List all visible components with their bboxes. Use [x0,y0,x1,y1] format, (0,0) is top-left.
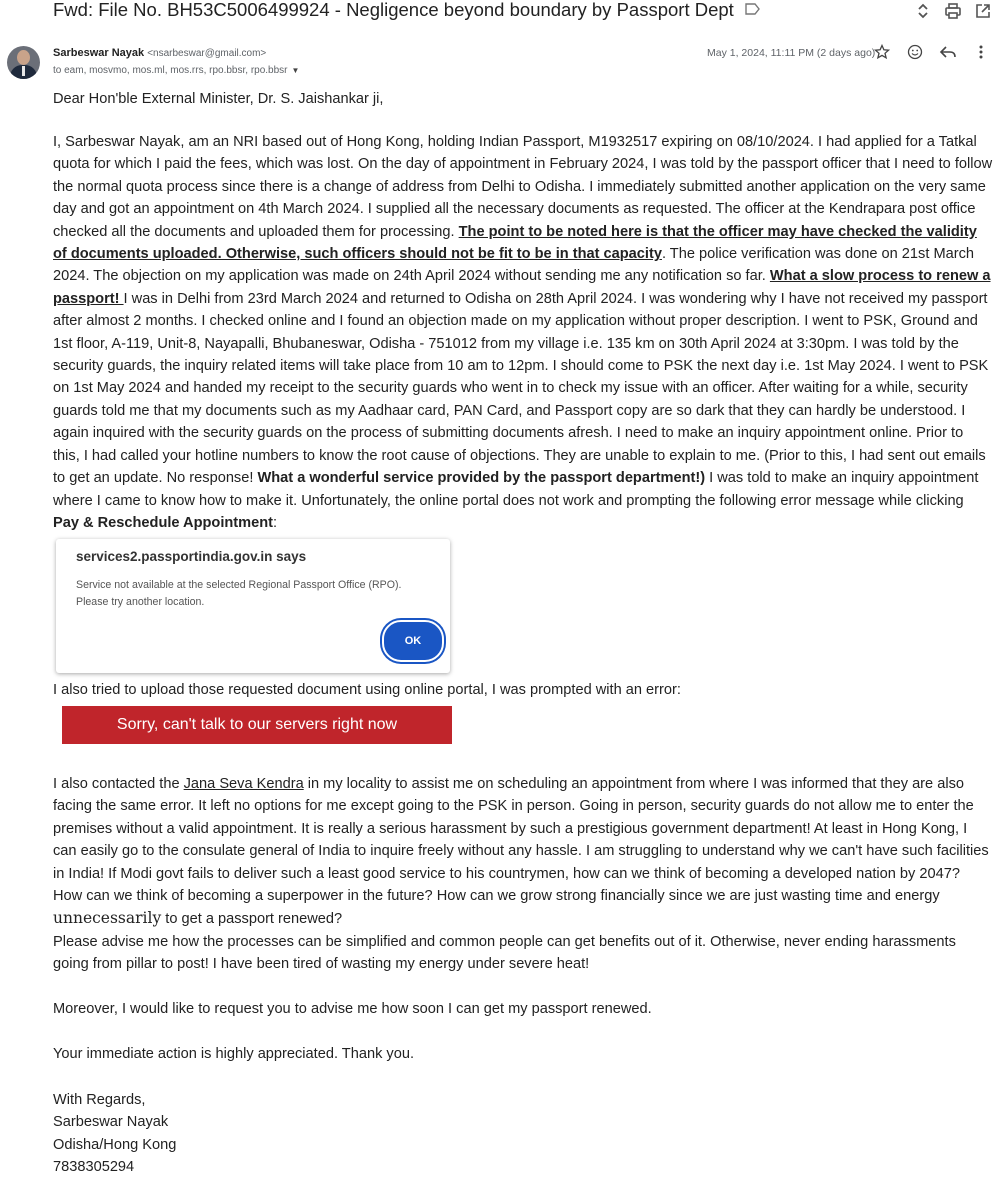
label-outline-icon[interactable] [745,2,761,19]
body-text: I was told to make an inquiry appointment where I came to know how to make it. Unfortunately, the online portal does not work and prompting the following error message while clicking [53,470,979,509]
signature-regards: With Regards, [53,1092,146,1108]
open-in-new-window-icon[interactable] [972,2,994,24]
server-error-banner: Sorry, can't talk to our servers right now [62,706,452,744]
sender-avatar[interactable] [7,46,40,79]
jana-seva-kendra-link[interactable]: Jana Seva Kendra [183,776,304,792]
dialog-message: Service not available at the selected Regional Passport Office (RPO). Please try another location. [76,579,402,608]
email-subject: Fwd: File No. BH53C5006499924 - Negligence beyond boundary by Passport Dept [53,0,734,20]
signature-location: Odisha/Hong Kong [53,1137,177,1153]
emphasis-bold: Pay & Reschedule Appointment [53,514,274,531]
star-icon[interactable] [871,44,893,66]
email-main-paragraph [53,131,993,534]
email-date: May 1, 2024, 11:11 PM (2 days ago) [707,47,876,59]
body-text: I also contacted the [53,776,184,792]
body-text: . The police verification was done on 21st March 2024. The objection on my application was made on 24th April 2024 without sending me any notification so far. [53,246,974,285]
recipients-line [53,65,299,76]
signature-name: Sarbeswar Nayak [53,1114,169,1130]
signature-phone: 7838305294 [53,1159,135,1175]
error-dialog-screenshot [56,539,450,673]
body-text: I, Sarbeswar Nayak, am an NRI based out of Hong Kong, holding Indian Passport, M1932517 expiring on 08/10/2024. I had applied for a Tatkal quota for which I paid the fees, which was lost. On the day of appointment in February 2024, I was told by the passport officer that I need to follow the normal quota process since there is a change of address from Delhi to Odisha. I immediately submitted another application on the very same day and got an appointment on 4th March 2024. I supplied all the necessary documents as requested. The officer at the Kendrapara post office checked all the documents and uploaded them for processing. [53,134,993,240]
emphasis-bold: What a wonderful service provided by the passport department!) [257,470,706,487]
email-paragraph-5: Your immediate action is highly appreciated. Thank you. [53,1046,415,1062]
emphasis-underlined: What a slow process to renew a passport! [53,268,991,307]
email-paragraph-2 [53,773,993,931]
email-greeting: Dear Hon'ble External Minister, Dr. S. Jaishankar ji, [53,91,384,107]
body-text: to get a passport renewed? [161,911,343,928]
emphasis-underlined: The point to be noted here is that the officer may have checked the validity of documents uploaded. Otherwise, such officers should not be fit to be in that capacity [53,223,977,263]
sender-email: <nsarbeswar@gmail.com> [147,48,267,59]
email-paragraph-3: Please advise me how the processes can be simplified and common people can get benefits out of it. Otherwise, never ending harassments going from pillar to post! I have been tired of wasting my energy under severe heat! [53,934,956,973]
dialog-ok-button: OK [382,620,444,662]
subject-bar [0,0,1004,30]
sender-line [53,47,266,59]
dialog-title: services2.passportindia.gov.in says [76,549,307,564]
reply-icon[interactable] [937,44,959,66]
recipients-dropdown-icon[interactable]: ▼ [291,66,300,75]
expand-collapse-icon[interactable] [912,2,934,24]
body-text: in my locality to assist me on scheduling an appointment from where I was informed that they are also facing the same error. It left no options for me except going to the PSK in person. Going in person, security guards do not allow me to enter the premises without a valid appointment. It is really a serious harassment by such a prestigious government department! At least in Hong Kong, I can easily go to the consulate general of India to inquire freely without any hassle. I am struggling to understand why we can't have such facilities in India! If Modi govt fails to deliver such a least good service to his countrymen, how can we think of becoming a developed nation by 2047? How can we think of becoming a superpower in the future? How can we grow strong financially since we are just wasting time and energy [53,776,989,905]
email-paragraph-4: Moreover, I would like to request you to advise me how soon I can get my passport renewed. [53,1001,652,1017]
body-text: I was in Delhi from 23rd March 2024 and returned to Odisha on 28th April 2024. I was wondering why I have not received my passport after almost 2 months. I checked online and I found an objection made on my application without proper description. I went to PSK, Ground and 1st floor, A-119, Unit-8, Nayapalli, Bhubaneswar, Odisha - 751012 from my village i.e. 135 km on 30th April 2024 at 3:30pm. I was told by the security guards, the inquiry related items will take place from 10 am to 12pm. I should come to PSK the next day i.e. 1st May 2024. I went to PSK on 1st May 2024 and handed my receipt to the security guards who went in to check my issue with an officer. After waiting for a while, security guards told me that my documents such as my Aadhaar card, PAN Card, and Passport copy are so dark that they can hardly be understood. I again inquired with the security guards on the process of submitting documents afresh. I need to make an inquiry appointment online. Prior to this, I had called your hotline numbers to know the root cause of objections. They are unable to explain to me. (Prior to this, I had sent out emails to get an update. No response! [53,290,989,487]
emoji-react-icon[interactable] [904,44,926,66]
more-vertical-icon[interactable] [970,44,992,66]
body-text: : [273,514,278,531]
print-icon[interactable] [942,2,964,24]
recipients-text: to eam, mosvmo, mos.ml, mos.rrs, rpo.bbsr, rpo.bbsr [53,65,288,76]
sender-name[interactable]: Sarbeswar Nayak [53,47,145,59]
upload-error-text: I also tried to upload those requested document using online portal, I was prompted with an error: [53,682,681,698]
body-text-serif: unnecessarily [53,909,162,928]
